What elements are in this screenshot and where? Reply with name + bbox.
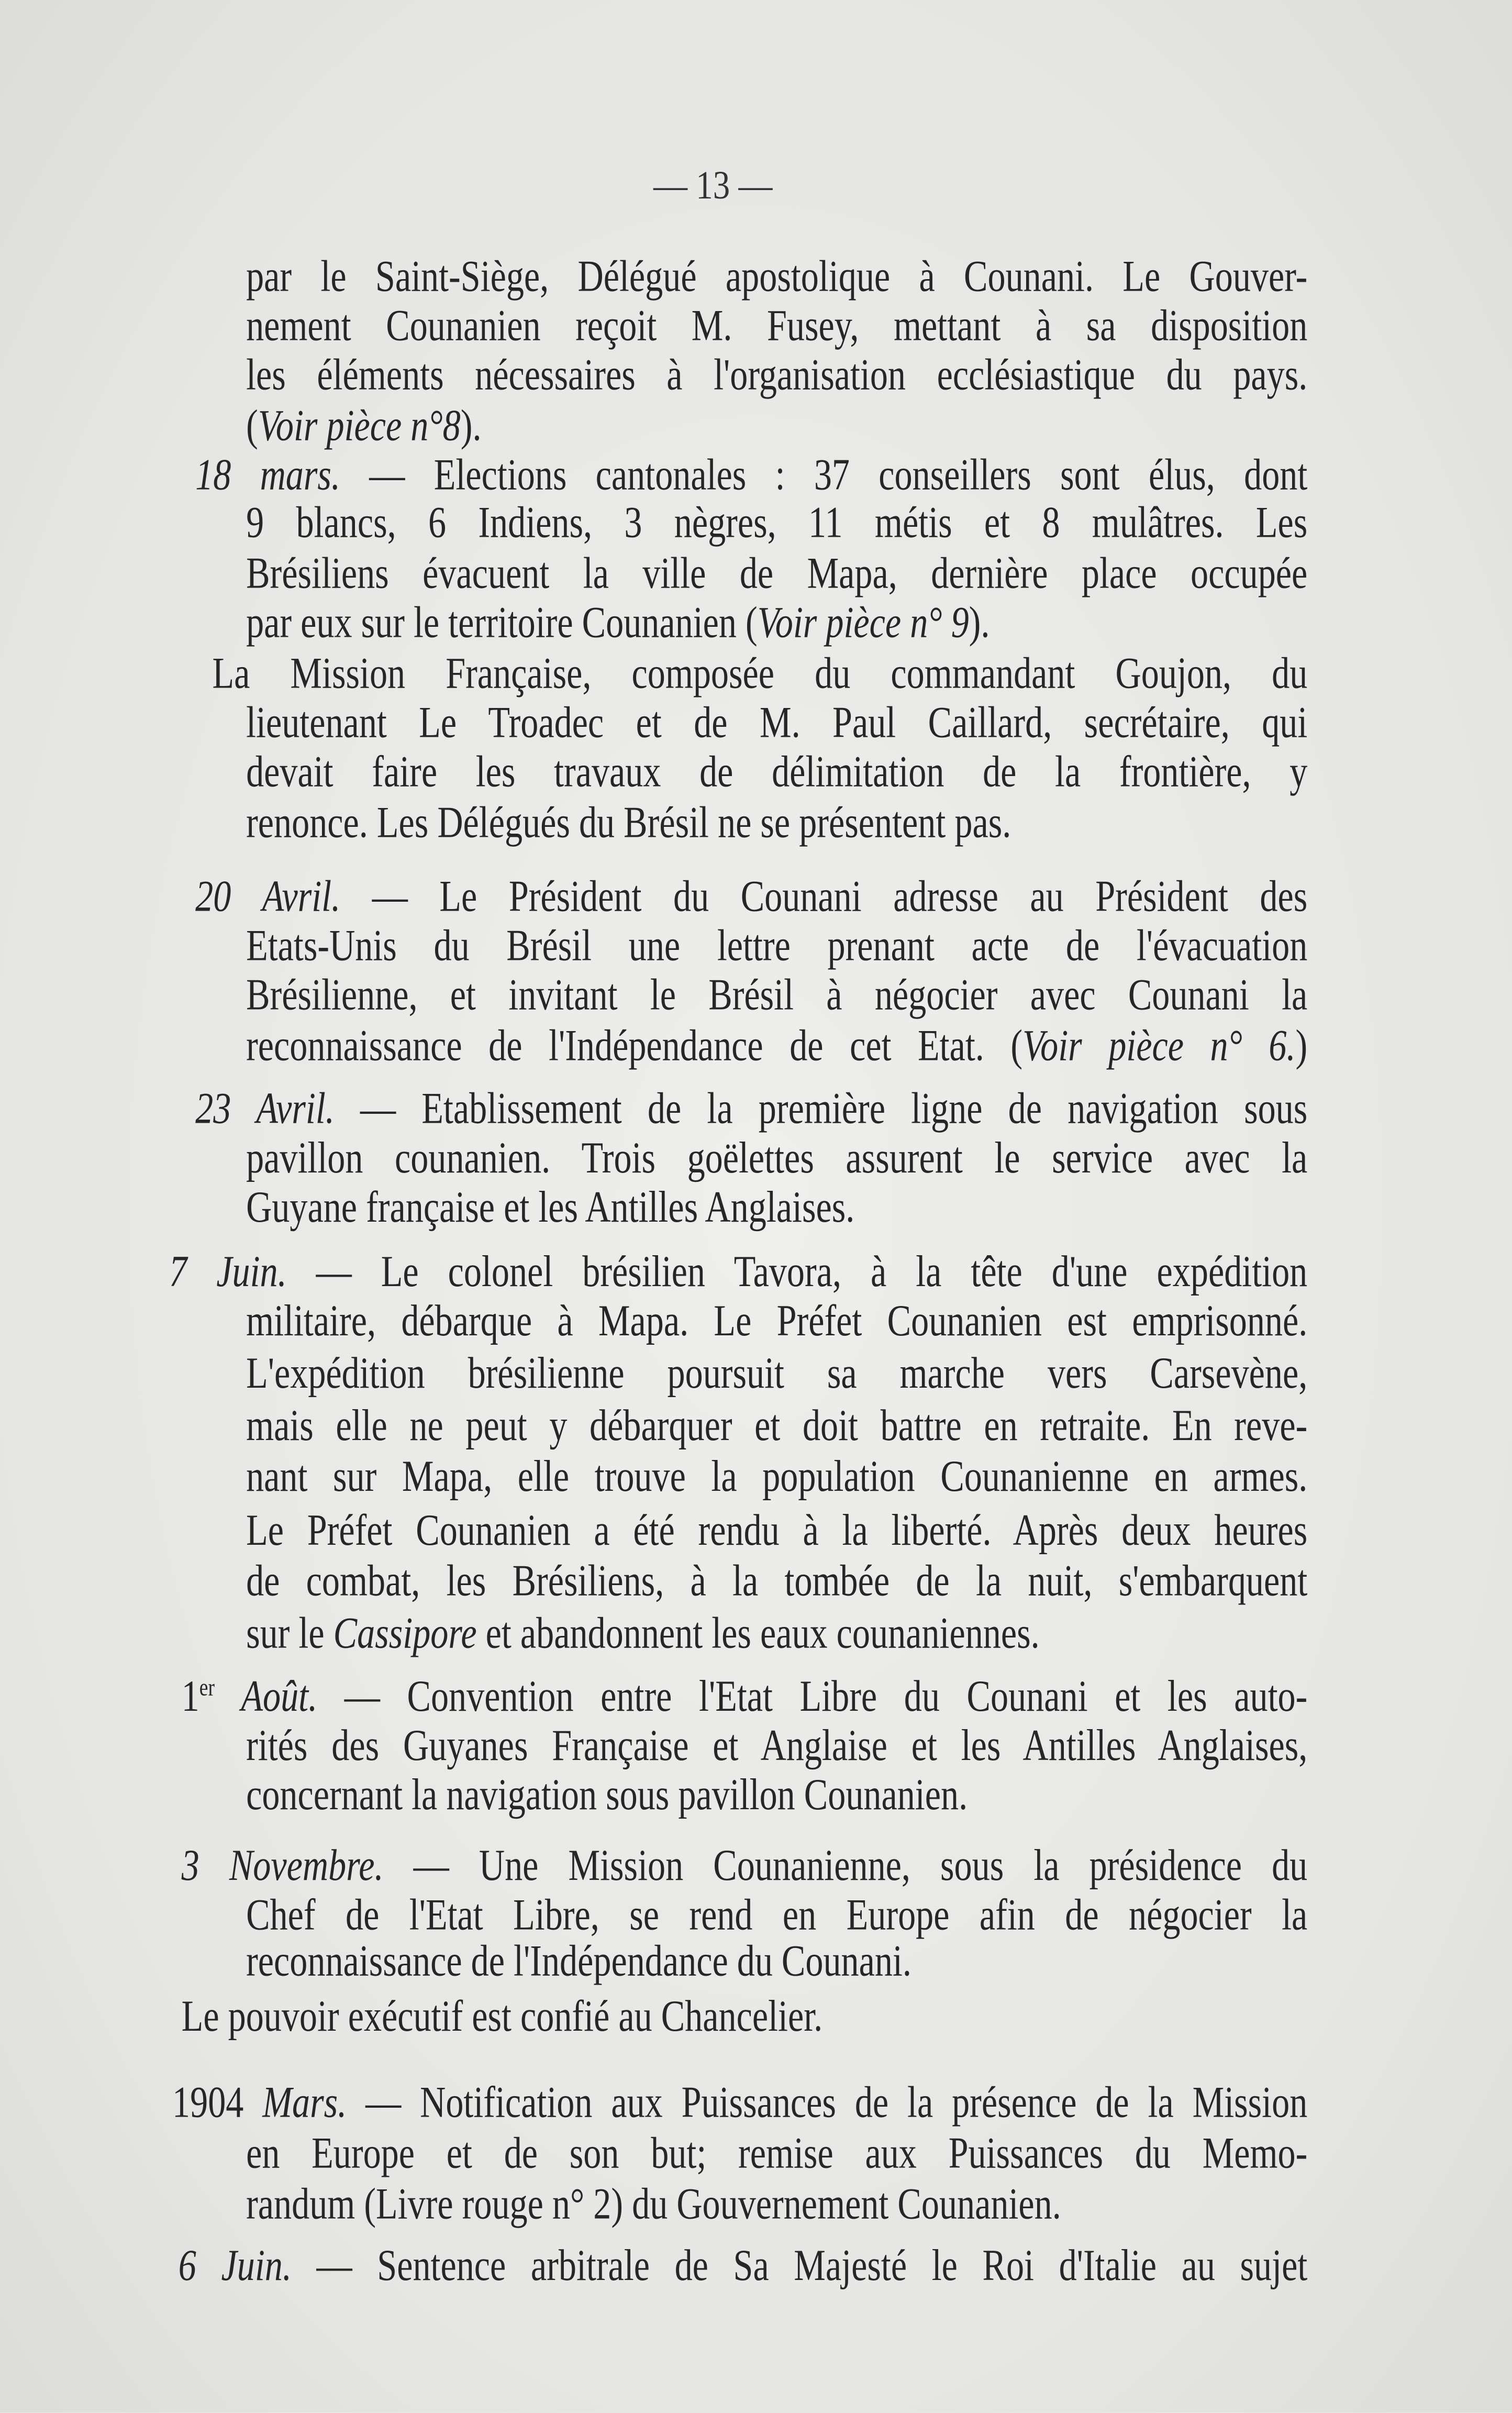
text-line [246, 1720, 1307, 1773]
text-segment: — Convention entre l'Etat Libre du Counani et les auto- [317, 1672, 1308, 1722]
text-line [246, 1555, 1307, 1608]
text-line [246, 349, 1307, 402]
text-line [246, 1296, 1307, 1348]
text-line [246, 1348, 1307, 1400]
text-line [246, 251, 1307, 303]
text-line [246, 1608, 1040, 1660]
text-segment: de combat, les Brésiliens, à la tombée de la nuit, s'embarquent [246, 1557, 1308, 1607]
text-segment: — Le colonel brésilien Tavora, à la tête d'une expédition [286, 1247, 1308, 1297]
text-segment: lieutenant Le Troadec et de M. Paul Caillard, secrétaire, qui [246, 698, 1308, 748]
text-segment: 9 blancs, 6 Indiens, 3 nègres, 11 métis et 8 mulâtres. Les [246, 498, 1308, 548]
text-segment: — Elections cantonales : 37 conseillers sont élus, dont [340, 450, 1308, 500]
text-line [246, 746, 1307, 799]
italic-text: 23 Avril. [195, 1084, 335, 1134]
text-line [246, 1769, 968, 1822]
italic-text: Mars. [262, 2078, 347, 2128]
text-line [195, 449, 1307, 502]
text-segment: 1904 [172, 2078, 263, 2128]
text-segment: ) [1295, 1021, 1308, 1071]
italic-text: 18 mars. [195, 450, 340, 500]
text-line [246, 597, 990, 649]
italic-text: Voir pièce n° 6. [1022, 1021, 1296, 1071]
text-line [212, 648, 1307, 700]
text-segment: Le pouvoir exécutif est confié au Chancelier. [181, 1992, 823, 2042]
italic-text: Cassipore [333, 1609, 477, 1659]
text-line [246, 1451, 1307, 1503]
text-segment: ). [460, 401, 482, 451]
text-segment: par le Saint-Siège, Délégué apostolique à Counani. Le Gouver- [246, 252, 1308, 302]
text-line [246, 920, 1307, 972]
text-segment: reconnaissance de l'Indépendance du Counani. [246, 1936, 911, 1986]
text-line [246, 1181, 854, 1234]
text-segment: militaire, débarque à Mapa. Le Préfet Counanien est emprisonné. [246, 1297, 1308, 1346]
text-line [172, 2077, 1307, 2129]
text-line [246, 1504, 1307, 1557]
text-line [182, 1840, 1308, 1892]
text-line [182, 1671, 1308, 1723]
text-segment: sur le [246, 1609, 333, 1659]
text-segment: — Une Mission Counanienne, sous la présidence du [383, 1841, 1308, 1891]
text-segment: ( [246, 401, 258, 451]
text-segment: ). [969, 598, 990, 648]
page-number: — 13 — [653, 163, 773, 208]
text-line [246, 2128, 1307, 2180]
text-segment: par eux sur le territoire Counanien ( [246, 598, 758, 648]
text-segment: renonce. Les Délégués du Brésil ne se présentent pas. [246, 798, 1011, 848]
text-segment: nement Counanien reçoit M. Fusey, mettant à sa disposition [246, 301, 1308, 351]
italic-text: Août. [214, 1672, 318, 1722]
italic-text: Voir pièce n°8 [258, 401, 461, 451]
text-segment: L'expédition brésilienne poursuit sa marche vers Carsevène, [246, 1349, 1308, 1399]
text-segment: er [199, 1675, 215, 1702]
text-segment: Brésilienne, et invitant le Brésil à négocier avec Counani la [246, 970, 1308, 1020]
text-line [246, 548, 1307, 600]
text-segment: pavillon counanien. Trois goëlettes assurent le service avec la [246, 1134, 1308, 1183]
text-line [169, 1246, 1307, 1299]
text-segment: randum (Livre rouge n° 2) du Gouvernement Counanien. [246, 2180, 1061, 2230]
text-segment: devait faire les travaux de délimitation de la frontière, y [246, 747, 1308, 797]
text-line [246, 1020, 1307, 1072]
text-segment: — Le Président du Counani adresse au Président des [340, 872, 1308, 922]
text-line [246, 1132, 1307, 1185]
text-line [195, 1083, 1307, 1135]
text-segment: et abandonnent les eaux counaniennes. [476, 1609, 1040, 1659]
text-line [246, 1889, 1307, 1942]
text-segment: reconnaissance de l'Indépendance de cet Etat. ( [246, 1021, 1023, 1071]
italic-text: 20 Avril. [195, 872, 341, 922]
text-segment: — Etablissement de la première ligne de navigation sous [334, 1084, 1308, 1134]
text-line [179, 2240, 1307, 2293]
text-segment: en Europe et de son but; remise aux Puissances du Memo- [246, 2129, 1308, 2179]
text-segment: Guyane française et les Antilles Anglaises. [246, 1183, 855, 1233]
italic-text: Voir pièce n° 9 [757, 598, 969, 648]
text-line [246, 400, 481, 452]
text-segment: Etats-Unis du Brésil une lettre prenant acte de l'évacuation [246, 921, 1308, 971]
text-segment: — Notification aux Puissances de la présence de la Mission [347, 2078, 1308, 2128]
text-line [246, 497, 1307, 549]
text-line [195, 871, 1307, 923]
text-line [246, 1935, 911, 1988]
text-line [246, 300, 1307, 352]
text-segment: les éléments nécessaires à l'organisation ecclésiastique du pays. [246, 350, 1308, 400]
text-segment: rités des Guyanes Française et Anglaise et les Antilles Anglaises, [246, 1721, 1308, 1771]
text-segment: Brésiliens évacuent la ville de Mapa, dernière place occupée [246, 549, 1308, 599]
text-segment: Le Préfet Counanien a été rendu à la liberté. Après deux heures [246, 1506, 1308, 1556]
text-segment: 1 [181, 1672, 199, 1722]
italic-text: 3 Novembre. [181, 1841, 384, 1891]
text-line [246, 2178, 1061, 2231]
text-segment: nant sur Mapa, elle trouve la population Counanienne en armes. [246, 1452, 1308, 1502]
text-segment: — Sentence arbitrale de Sa Majesté le Roi d'Italie au sujet [291, 2241, 1308, 2291]
italic-text: 6 Juin. [178, 2241, 292, 2291]
text-line [246, 1400, 1307, 1453]
text-segment: La Mission Française, composée du commandant Goujon, du [212, 649, 1308, 699]
text-line [246, 797, 1011, 849]
text-segment: concernant la navigation sous pavillon Counanien. [246, 1770, 968, 1820]
text-line [246, 969, 1307, 1022]
text-line [246, 697, 1307, 749]
text-line [182, 1991, 823, 2043]
italic-text: 7 Juin. [169, 1247, 287, 1297]
text-segment: mais elle ne peut y débarquer et doit battre en retraite. En reve- [246, 1401, 1308, 1451]
text-segment: Chef de l'Etat Libre, se rend en Europe afin de négocier la [246, 1890, 1308, 1940]
